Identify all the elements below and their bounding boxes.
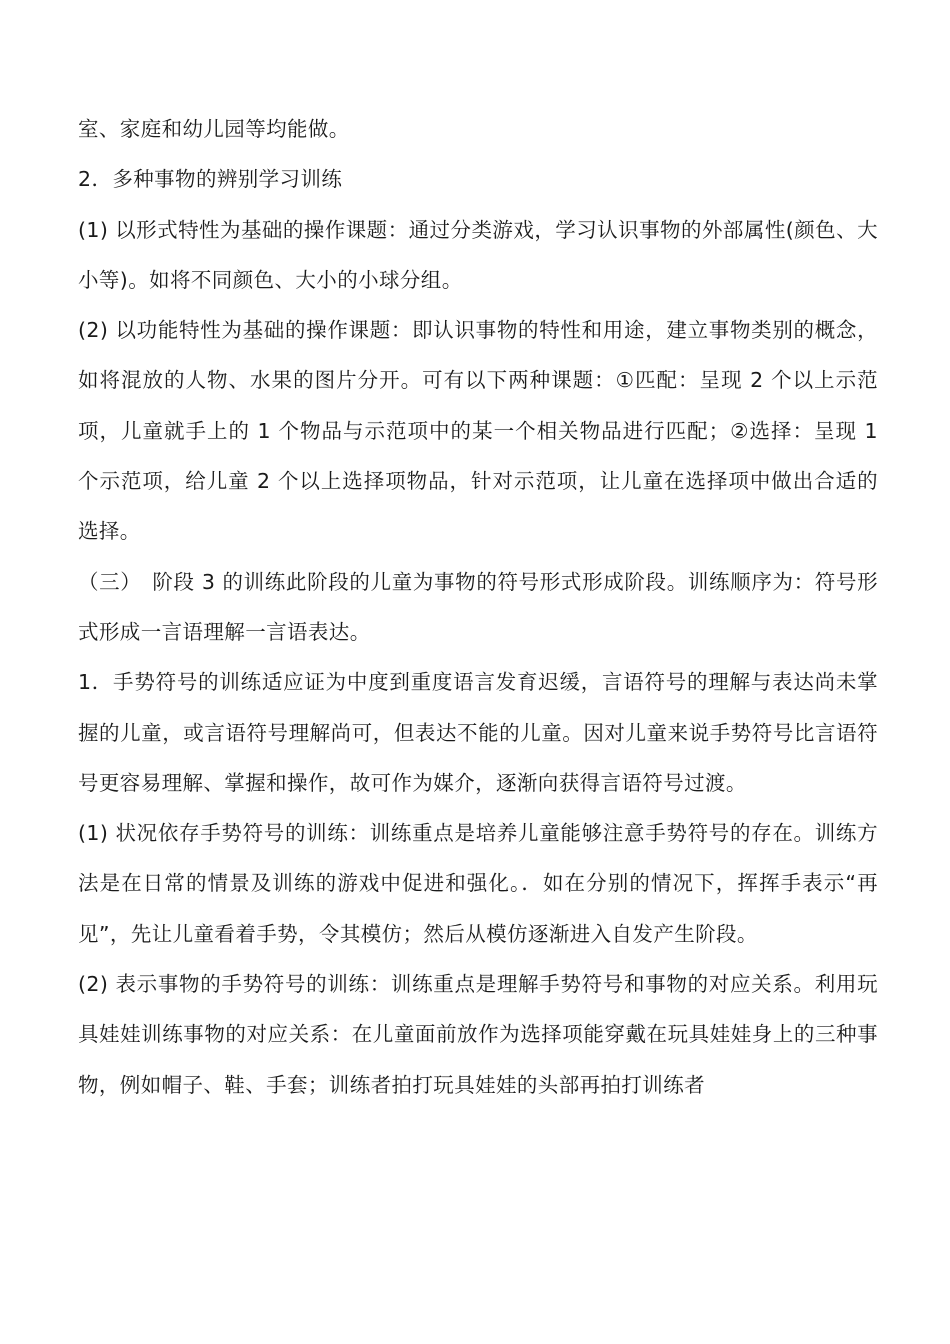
paragraph: (2) 表示事物的手势符号的训练：训练重点是理解手势符号和事物的对应关系。利用玩具娃娃训练事物的对应关系：在儿童面前放作为选择项能穿戴在玩具娃娃身上的三种事物，例如帽子、鞋、手套；训练者拍打玩具娃娃的头部再拍打训练者 — [78, 972, 878, 1097]
paragraph: 1．手势符号的训练适应证为中度到重度语言发育迟缓，言语符号的理解与表达尚未掌握的儿童，或言语符号理解尚可，但表达不能的儿童。因对儿童来说手势符号比言语符号更容易理解、掌握和操作，故可作为媒介，逐渐向获得言语符号过渡。 — [78, 670, 878, 795]
paragraph: （三） 阶段 3 的训练此阶段的儿童为事物的符号形式形成阶段。训练顺序为：符号形式形成一言语理解一言语表达。 — [78, 569, 878, 644]
paragraph: (1) 状况依存手势符号的训练：训练重点是培养儿童能够注意手势符号的存在。训练方法是在日常的情景及训练的游戏中促进和强化。．如在分别的情况下，挥挥手表示“再见”，先让儿童看着手势，令其模仿；然后从模仿逐渐进入自发产生阶段。 — [78, 821, 878, 946]
paragraph: (2) 以功能特性为基础的操作课题：即认识事物的特性和用途，建立事物类别的概念，如将混放的人物、水果的图片分开。可有以下两种课题：①匹配：呈现 2 个以上示范项，儿童就手上的 1 个物品与示范项中的某一个相关物品进行匹配；②选择：呈现 1 个示范项，给儿童 2 个以上选择项物品，针对示范项，让儿童在选择项中做出合适的选择。 — [78, 318, 878, 544]
paragraph: 室、家庭和幼儿园等均能做。 — [78, 117, 350, 141]
document-body — [78, 104, 878, 1110]
paragraph: (1) 以形式特性为基础的操作课题：通过分类游戏，学习认识事物的外部属性(颜色、大小等)。如将不同颜色、大小的小球分组。 — [78, 217, 878, 292]
section-heading: 2．多种事物的辨别学习训练 — [78, 167, 343, 192]
